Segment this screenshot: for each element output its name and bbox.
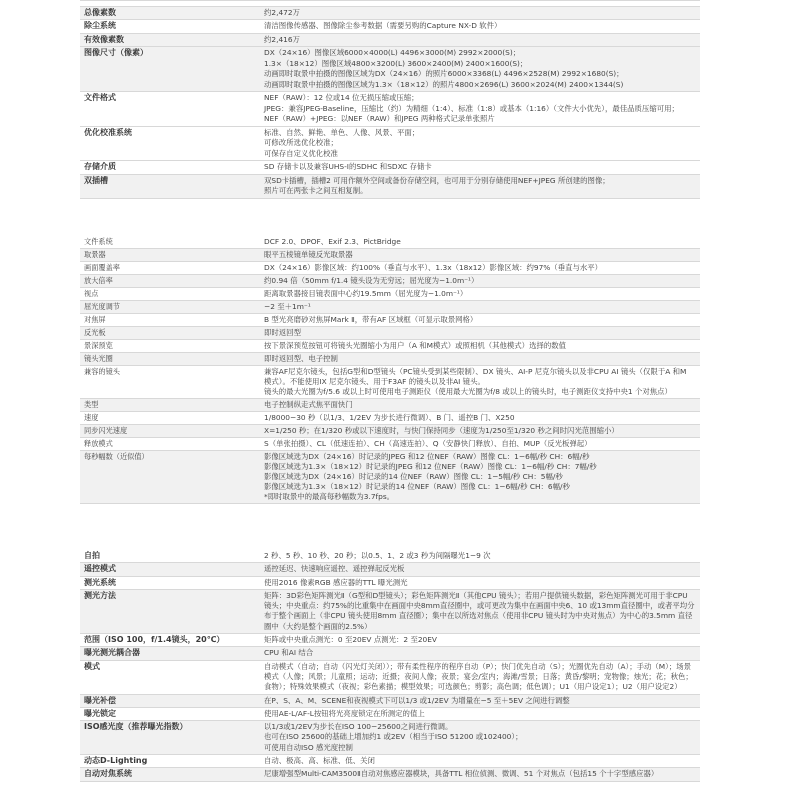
spec-label: 视点	[80, 288, 260, 301]
spec-row	[80, 647, 700, 660]
spec-label: 速度	[80, 412, 260, 425]
spec-value: 遥控延迟、快速响应遥控、遥控弹起反光板	[260, 563, 700, 576]
spec-row	[80, 249, 700, 262]
spec-value: 按下景深预览按钮可将镜头光圈缩小为用户（A 和M模式）或照相机（其他模式）选择的数值	[260, 340, 700, 353]
spec-table-image	[80, 0, 700, 199]
spec-label: 双插槽	[80, 174, 260, 198]
spec-row	[80, 451, 700, 504]
spec-row	[80, 314, 700, 327]
spec-value: 矩阵或中央重点测光：0 至20EV 点测光：2 至20EV	[260, 634, 700, 647]
spec-row	[80, 694, 700, 707]
spec-label: 曝光补偿	[80, 694, 260, 707]
spec-value: DX（24×16）图像区域6000×4000(L) 4496×3000(M) 2992×2000(S)； 1.3×（18×12）图像区域4800×3200(L) 3600×2400(M) 2400×1600(S)； 动画即时取景中拍摄的图像区域为DX（24×16）的照片6000×3368(L) 4496×2528(M) 2992×1680(S)； 动画即时取景中拍摄的图像区域为1.3×（18×12）的照片4800×2696(L) 3600×2024(M) 2400×1344(S)	[260, 47, 700, 92]
spec-row	[80, 275, 700, 288]
spec-label: 取景器	[80, 249, 260, 262]
spec-row	[80, 20, 700, 34]
spec-value: SD 存储卡以及兼容UHS-Ⅰ的SDHC 和SDXC 存储卡	[260, 161, 700, 175]
spec-row	[80, 288, 700, 301]
spec-value: 双SD卡插槽，插槽2 可用作额外空间或备份存储空间，也可用于分别存储使用NEF+JPEG 所创建的图像； 照片可在两张卡之间互相复制。	[260, 174, 700, 198]
spec-row	[80, 755, 700, 768]
spec-value: 约2,472万	[260, 6, 700, 20]
spec-label: 模式	[80, 660, 260, 694]
spec-label: 存储介质	[80, 161, 260, 175]
spec-label: 曝光测光耦合器	[80, 647, 260, 660]
spec-value: X=1/250 秒；在1/320 秒或以下速度时，与快门保持同步（速度为1/250至1/320 秒之间时闪光范围缩小）	[260, 425, 700, 438]
spec-row	[80, 425, 700, 438]
spec-label: 兼容的镜头	[80, 366, 260, 399]
spec-label: 优化校准系统	[80, 126, 260, 161]
spec-label: 动态D-Lighting	[80, 755, 260, 768]
spec-label: 测光系统	[80, 576, 260, 589]
spec-row	[80, 174, 700, 198]
spec-value: 1/8000−30 秒（以1/3、1/2EV 为步长进行微调）、B 门、遥控B 门、X250	[260, 412, 700, 425]
spec-value: DX（24×16）影像区域：约100%（垂直与水平）、1.3x（18x12）影像区域：约97%（垂直与水平）	[260, 262, 700, 275]
spec-value: 约0.94 倍（50mm f/1.4 镜头设为无穷远；屈光度为−1.0m⁻¹）	[260, 275, 700, 288]
spec-row	[80, 721, 700, 755]
spec-value: NEF（RAW）：12 位或14 位无损压缩或压缩； JPEG：兼容JPEG-Baseline，压缩比（约）为精细（1:4）、标准（1:8）或基本（1:16）（文件大小优先），最佳品质压缩可用； NEF（RAW）+JPEG：以NEF（RAW）和JPEG 两种格式记录单张照片	[260, 92, 700, 127]
spec-value: 自动模式（自动；自动（闪光灯关闭））；带有柔性程序的程序自动（P）；快门优先自动（S）；光圈优先自动（A）；手动（M）；场景模式（人像；风景；儿童照；运动；近摄；夜间人像；夜景；宴会/室内；海滩/雪景；日落；黄昏/黎明；宠物像；烛光；花；秋色；食物）；特殊效果模式（夜视；彩色素描；模型效果；可选颜色；剪影；高色调；低色调）；U1（用户设定1）；U2（用户设定2）	[260, 660, 700, 694]
spec-label: 范围（ISO 100，f/1.4镜头，20℃）	[80, 634, 260, 647]
spec-row	[80, 327, 700, 340]
spec-row	[80, 353, 700, 366]
spec-value: DCF 2.0、DPOF、Exif 2.3、PictBridge	[260, 236, 700, 249]
spec-row	[80, 399, 700, 412]
spec-section-image	[80, 0, 700, 199]
spec-label: 有效像素数	[80, 33, 260, 47]
spec-row	[80, 161, 700, 175]
spec-label: 图像尺寸（像素）	[80, 47, 260, 92]
spec-label: 镜头光圈	[80, 353, 260, 366]
spec-value: 电子控制纵走式焦平面快门	[260, 399, 700, 412]
spec-label: 屈光度调节	[80, 301, 260, 314]
spec-row	[80, 660, 700, 694]
spec-row	[80, 33, 700, 47]
spec-label: 反光板	[80, 327, 260, 340]
spec-row	[80, 563, 700, 576]
spec-section-exposure	[80, 550, 700, 782]
spec-label: 画面覆盖率	[80, 262, 260, 275]
spec-row	[80, 366, 700, 399]
spec-label: 自动对焦系统	[80, 768, 260, 781]
spec-label: 类型	[80, 399, 260, 412]
spec-row	[80, 634, 700, 647]
spec-value: S（单张拍摄）、CL（低速连拍）、CH（高速连拍）、Q（安静快门释放）、自拍、MUP（反光板弹起）	[260, 438, 700, 451]
spec-value: 影像区域选为DX（24×16）时记录的JPEG 和12 位NEF（RAW）图像 CL：1−6幅/秒 CH：6幅/秒 影像区域选为1.3×（18×12）时记录的JPEG 和12 位NEF（RAW）图像 CL：1−6幅/秒 CH：7幅/秒 影像区域选为DX（24×16）时记录的14 位NEF（RAW）图像 CL：1−5幅/秒 CH：5幅/秒 影像区域选为1.3×（18×12）时记录的14 位NEF（RAW）图像 CL：1−6幅/秒 CH：6幅/秒 *即时取景中的最高每秒幅数为3.7fps。	[260, 451, 700, 504]
spec-row	[80, 550, 700, 563]
spec-row	[80, 301, 700, 314]
spec-value: 2 秒、5 秒、10 秒、20 秒；以0.5、1、2 或3 秒为间隔曝光1−9 次	[260, 550, 700, 563]
spec-section-viewfinder	[80, 236, 700, 504]
spec-label: 释放模式	[80, 438, 260, 451]
spec-label: 文件系统	[80, 236, 260, 249]
spec-row	[80, 768, 700, 781]
spec-row	[80, 236, 700, 249]
spec-table-viewfinder	[80, 236, 700, 504]
spec-value: −2 至＋1m⁻¹	[260, 301, 700, 314]
spec-value: 标准、自然、鲜艳、单色、人像、风景、平面； 可修改所选优化校准； 可保存自定义优化校准	[260, 126, 700, 161]
spec-value: 以1/3或1/2EV为步长在ISO 100−25600之间进行微调。 也可在ISO 25600的基础上增加约1 或2EV（相当于ISO 51200 或102400）； 可使用自动ISO 感光度控制	[260, 721, 700, 755]
spec-label: 每秒幅数（近似值）	[80, 451, 260, 504]
spec-value: 距离取景器接目镜表面中心约19.5mm（屈光度为−1.0m⁻¹）	[260, 288, 700, 301]
spec-label: 文件格式	[80, 92, 260, 127]
spec-label: 测光方法	[80, 589, 260, 633]
spec-value: CPU 和AI 结合	[260, 647, 700, 660]
spec-label: 景深预览	[80, 340, 260, 353]
spec-row	[80, 707, 700, 720]
spec-value: 使用2016 像素RGB 感应器的TTL 曝光测光	[260, 576, 700, 589]
spec-label: 对焦屏	[80, 314, 260, 327]
spec-row	[80, 92, 700, 127]
spec-row	[80, 6, 700, 20]
spec-row	[80, 340, 700, 353]
spec-value: 兼容AF尼克尔镜头，包括G型和D型镜头（PC镜头受到某些限制）、DX 镜头、AI-P 尼克尔镜头以及非CPU AI 镜头（仅限于A 和M 模式）。不能使用IX 尼克尔镜头、用于F3AF 的镜头以及非AI 镜头。 镜头的最大光圈为f/5.6 或以上时可使用电子测距仪（使用最大光圈为f/8 或以上的镜头时，电子测距仪支持中央1 个对焦点）	[260, 366, 700, 399]
spec-value: 即时返回型、电子控制	[260, 353, 700, 366]
spec-label: 遥控模式	[80, 563, 260, 576]
spec-row	[80, 126, 700, 161]
spec-row	[80, 576, 700, 589]
spec-row	[80, 47, 700, 92]
spec-value: 使用AE-L/AF-L按钮将光亮度锁定在所测定的值上	[260, 707, 700, 720]
spec-label: 自拍	[80, 550, 260, 563]
spec-value: 自动、极高、高、标准、低、关闭	[260, 755, 700, 768]
spec-label: 曝光锁定	[80, 707, 260, 720]
spec-label: 除尘系统	[80, 20, 260, 34]
spec-table-exposure	[80, 550, 700, 782]
spec-value: 即时返回型	[260, 327, 700, 340]
spec-row	[80, 589, 700, 633]
spec-value: 尼康增强型Multi-CAM3500Ⅱ自动对焦感应器模块，具备TTL 相位侦测、微调、51 个对焦点（包括15 个十字型感应器）	[260, 768, 700, 781]
spec-label: 放大倍率	[80, 275, 260, 288]
spec-value: 矩阵：3D彩色矩阵测光Ⅱ（G型和D型镜头）；彩色矩阵测光Ⅱ（其他CPU 镜头）；若用户提供镜头数据，彩色矩阵测光可用于非CPU 镜头；中央重点：约75%的比重集中在画面中央8mm直径圈中，或可更改为集中在画面中央6、10 或13mm直径圈中，或者平均分布于整个画面上（非CPU 镜头使用8mm 直径圈）；集中在以所选对焦点（使用非CPU 镜头时为中央对焦点）为中心的3.5mm 直径圈中（大约是整个画面的2.5%）	[260, 589, 700, 633]
spec-value: 清洁图像传感器、图像除尘参考数据（需要另购的Capture NX-D 软件）	[260, 20, 700, 34]
spec-row	[80, 438, 700, 451]
spec-value: 眼平五棱镜单镜反光取景器	[260, 249, 700, 262]
spec-value: 约2,416万	[260, 33, 700, 47]
spec-label: ISO感光度（推荐曝光指数）	[80, 721, 260, 755]
spec-row	[80, 412, 700, 425]
spec-label: 同步闪光速度	[80, 425, 260, 438]
spec-value: 在P、S、A、M、SCENE和夜视模式下可以1/3 或1/2EV 为增量在−5 至＋5EV 之间进行调整	[260, 694, 700, 707]
spec-label: 总像素数	[80, 6, 260, 20]
spec-row	[80, 262, 700, 275]
spec-value: B 型光亮磨砂对焦屏Mark Ⅱ，带有AF 区域框（可显示取景网格）	[260, 314, 700, 327]
